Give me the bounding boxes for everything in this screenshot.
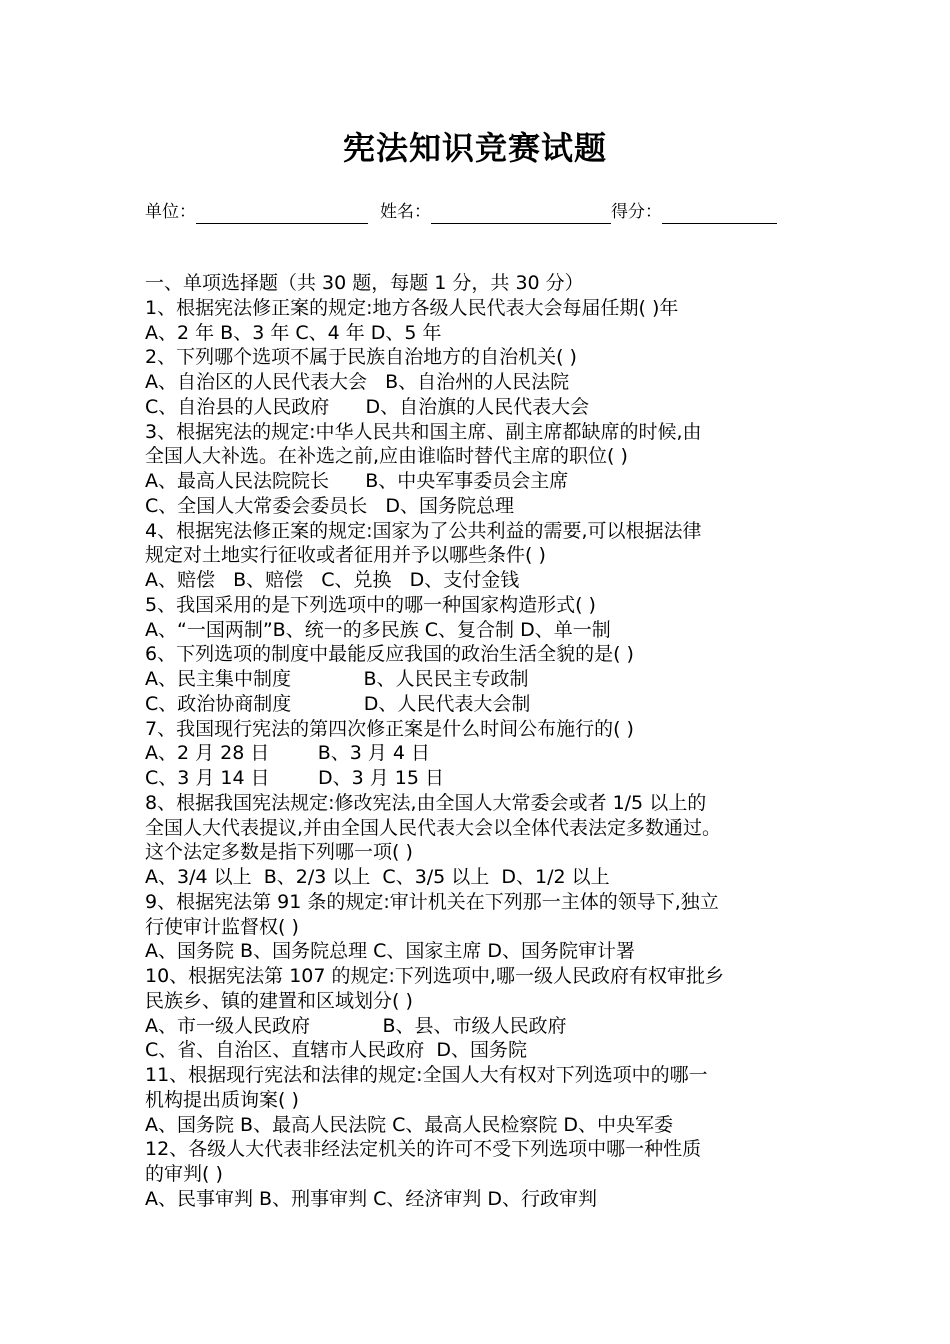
- question-11-options: A、国务院 B、最高人民法院 C、最高人民检察院 D、中央军委: [145, 1113, 674, 1136]
- question-12-options: A、民事审判 B、刑事审判 C、经济审判 D、行政审判: [145, 1187, 598, 1210]
- question-9-cont: 行使审计监督权( ): [145, 915, 299, 938]
- question-6: 6、下列选项的制度中最能反应我国的政治生活全貌的是( ): [145, 643, 634, 666]
- question-10-cont: 民族乡、镇的建置和区域划分( ): [145, 989, 413, 1012]
- question-5-options: A、“一国两制”B、统一的多民族 C、复合制 D、单一制: [145, 618, 611, 641]
- question-2-options-cd: C、自治县的人民政府 D、自治旗的人民代表大会: [145, 395, 590, 418]
- question-list: [145, 271, 825, 1212]
- question-1-options: A、2 年 B、3 年 C、4 年 D、5 年: [145, 321, 442, 344]
- unit-label: 单位：: [145, 202, 196, 222]
- question-8: 8、根据我国宪法规定:修改宪法,由全国人大常委会或者 1/5 以上的: [145, 791, 707, 814]
- question-8-cont: 全国人大代表提议,并由全国人民代表大会以全体代表法定多数通过。: [145, 816, 722, 839]
- question-10: 10、根据宪法第 107 的规定:下列选项中,哪一级人民政府有权审批乡: [145, 965, 724, 987]
- question-9: 9、根据宪法第 91 条的规定:审计机关在下列那一主体的领导下,独立: [145, 890, 719, 913]
- unit-blank: [196, 203, 368, 224]
- question-7-options-cd: C、3 月 14 日 D、3 月 15 日: [145, 767, 444, 789]
- question-2-options-ab: A、自治区的人民代表大会 B、自治州的人民法院: [145, 371, 570, 393]
- question-7-options-ab: A、2 月 28 日 B、3 月 4 日: [145, 742, 431, 765]
- question-7: 7、我国现行宪法的第四次修正案是什么时间公布施行的( ): [145, 717, 634, 740]
- section-heading: 一、单项选择题（共 30 题，每题 1 分，共 30 分）: [145, 272, 584, 294]
- header-info-line: [145, 200, 825, 226]
- question-10-options-cd: C、省、自治区、直辖市人民政府 D、国务院: [145, 1039, 527, 1062]
- question-3-cont: 全国人大补选。在补选之前,应由谁临时替代主席的职位( ): [145, 445, 628, 468]
- question-2: 2、下列哪个选项不属于民族自治地方的自治机关( ): [145, 346, 577, 369]
- question-6-options-ab: A、民主集中制度 B、人民民主专政制: [145, 668, 529, 690]
- question-11: 11、根据现行宪法和法律的规定:全国人大有权对下列选项中的哪一: [145, 1064, 708, 1086]
- question-8-options: A、3/4 以上 B、2/3 以上 C、3/5 以上 D、1/2 以上: [145, 866, 610, 888]
- question-1: 1、根据宪法修正案的规定:地方各级人民代表大会每届任期( )年: [145, 296, 679, 319]
- question-6-options-cd: C、政治协商制度 D、人民代表大会制: [145, 692, 531, 715]
- question-4-cont: 规定对土地实行征收或者征用并予以哪些条件( ): [145, 544, 546, 567]
- question-10-options-ab: A、市一级人民政府 B、县、市级人民政府: [145, 1014, 567, 1037]
- question-3: 3、根据宪法的规定:中华人民共和国主席、副主席都缺席的时候,由: [145, 420, 702, 443]
- question-11-cont: 机构提出质询案( ): [145, 1088, 299, 1111]
- question-5: 5、我国采用的是下列选项中的哪一种国家构造形式( ): [145, 593, 596, 616]
- question-3-options-cd: C、全国人大常委会委员长 D、国务院总理: [145, 494, 515, 517]
- question-4-options: A、赔偿 B、赔偿 C、兑换 D、支付金钱: [145, 569, 520, 591]
- question-8-cont-2: 这个法定多数是指下列哪一项( ): [145, 841, 413, 864]
- question-4: 4、根据宪法修正案的规定:国家为了公共利益的需要,可以根据法律: [145, 519, 702, 542]
- question-3-options-ab: A、最高人民法院院长 B、中央军事委员会主席: [145, 470, 569, 492]
- question-9-options: A、国务院 B、国务院总理 C、国家主席 D、国务院审计署: [145, 940, 636, 963]
- score-blank: [662, 203, 777, 224]
- question-12: 12、各级人大代表非经法定机关的许可不受下列选项中哪一种性质: [145, 1138, 702, 1161]
- question-12-cont: 的审判( ): [145, 1163, 223, 1185]
- name-blank: [431, 203, 611, 224]
- name-label: 姓名：: [380, 202, 431, 222]
- score-label: 得分：: [611, 202, 662, 222]
- page-title: 宪法知识竞赛试题: [342, 129, 607, 167]
